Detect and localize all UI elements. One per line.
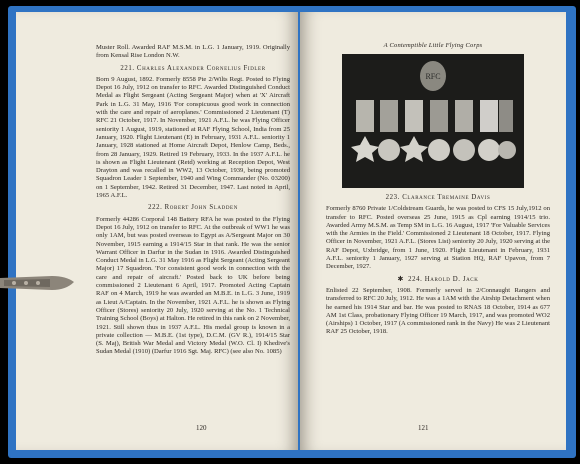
right-page bbox=[300, 12, 566, 450]
running-header: A Contemptible Little Flying Corps bbox=[383, 42, 483, 49]
right-page-text bbox=[326, 194, 550, 337]
entry-text-222: Formerly 44286 Corporal 148 Battery RFA he was posted to the Flying Depot 16 July, 1912 on transfer to RFC. At the outbreak of WW1 he was only 1AM, but was posted overseas to Egypt as A/Sergeant Major on 30 November, 1915 earning a 1914/15 Star in that rank. He was the senior Warrant Officer in Darfur in the Sudan in 1916. Awarded Distinguished Conduct Medal in L.G. 31 May 1916 as Flight Sergeant (Acting Sergeant Major) 17 Squadron. 'For consistent good work in connection with the care and repair of aircraft.' Posted back to UK before being commissioned 2 Lieutenant 6 April, 1917. Promoted Acting Captain RAF on 4 March, 1919 he was awarded an M.B.E. in L.G. 3 June, 1919 as Lieut A/Captain. In the November, 1921 A.F.L. he is shown as Flying Officer (Stores) seniority 20 July, 1920 serving at the No. 1 Technical Training School (Boys) at Halton. He retired in this rank on 2 November, 1921. Still shown thus in 1937 A.F.L. His medal group is known in a private collection — M.B.E. (1st type), D.C.M. (GV R.), 1914/15 Star (S. Maj), British War Medal and Victory Medal (W.O. Cl. I) Khedive's Sudan Medal (1910) (Darfur 1916 Sgt. Maj. RFC) (see also No. 1085) bbox=[96, 215, 290, 356]
page-number-right: 121 bbox=[418, 424, 429, 432]
entry-title-223: 223. Clarance Tremaine Davis bbox=[385, 194, 491, 201]
letter-opener-icon bbox=[0, 268, 78, 298]
entry-title-224-label: 224. Harold D. Jack bbox=[408, 275, 479, 283]
entry-title-222: 222. Robert John Sladden bbox=[148, 204, 238, 212]
medal-group-photo bbox=[342, 54, 524, 188]
medals-illustration bbox=[342, 54, 524, 188]
entry-text-221: Born 9 August, 1892. Formerly 8558 Pte 2/Wilts Regt. Posted to Flying Depot 16 July, 1912 on transfer to RFC. Awarded Distinguished Conduct Medal as Flight Sergeant (Acting Sergeant Major) when at 'X' Aircraft Park in L.G. 31 May, 1916 'For conspicuous good work in connection with the care and repair of aeroplanes.' Commissioned 2 Lieutenant (T) RFC 21 October, 1917. In November, 1921 A.F.L. he was Flying Officer seniority 1 August, 1919, stationed at RAF Flying School, India from 25 January, 1920. Flight Lieutenant (E) in February, 1931 A.F.L. seniority 1 January, 1928 stationed at Home Aircraft Depot, Henlow Camp, Beds., from 28 January, 1929. Retired 19 February, 1933. In the 1937 A.F.L. he is shown as Flight Lieutenant (Retd) working at Reception Depot, West Drayton and was recalled in WW2, 13 October, 1939, being promoted Squadron Leader 1 September, 1940 and Wing Commander (No. 03200) on 1 September, 1942. Retired 31 December, 1947. Last noted in April, 1965 A.F.L. bbox=[96, 75, 290, 200]
left-page-text bbox=[96, 44, 290, 357]
continuation-text: Muster Roll. Awarded RAF M.S.M. in L.G. 1 January, 1919. Originally from Kensal Rise London N.W. bbox=[96, 44, 290, 60]
crest-text: RFC bbox=[425, 72, 441, 81]
entry-text-224: Enlisted 22 September, 1908. Formerly served in 2/Connaught Rangers and transferred to RFC 20 July, 1912. He was a 1AM with the Airship Detachment when he earned his 1914 Star and bar. He was posted to RNAS 18 October, 1914 as 677 AM 1st Class, probationary Flying Officer 19 March, 1917, and was promoted WO2 (Airships) 1 October, 1917 (A commissioned rank in the Navy) He was 2 Lieutenant RAF 25 October, 1918. bbox=[326, 286, 550, 336]
star-marker-icon: ✱ bbox=[397, 275, 404, 283]
page-number-left: 120 bbox=[196, 424, 207, 432]
left-page bbox=[16, 12, 298, 450]
entry-title-224 bbox=[326, 276, 550, 284]
entry-text-223: Formerly 8760 Private 1/Coldstream Guards, he was posted to CFS 15 July,1912 on transfer to RFC. Posted overseas 25 June, 1915 as Cpl earning 1914/15 trio. Awarded Army M.S.M. as Temp SM in L.G. 16 August, 1917 'For Valuable Services with the Armies in the Field.' Commissioned 2 Lieutenant 18 October, 1917. Flying Officer in November, 1921 A.F.L. (Stores List) seniority 20 July, 1920 serving at the RAF Depot, Uxbridge, from 1 June, 1920. Flight Lieutenant in February, 1931 A.F.L. seniority 1 January, 1927 serving at Station HQ, RAF Upavon, from 7 December, 1927. bbox=[326, 205, 550, 271]
entry-title-221: 221. Charles Alexander Cornelius Fidler bbox=[120, 64, 266, 72]
